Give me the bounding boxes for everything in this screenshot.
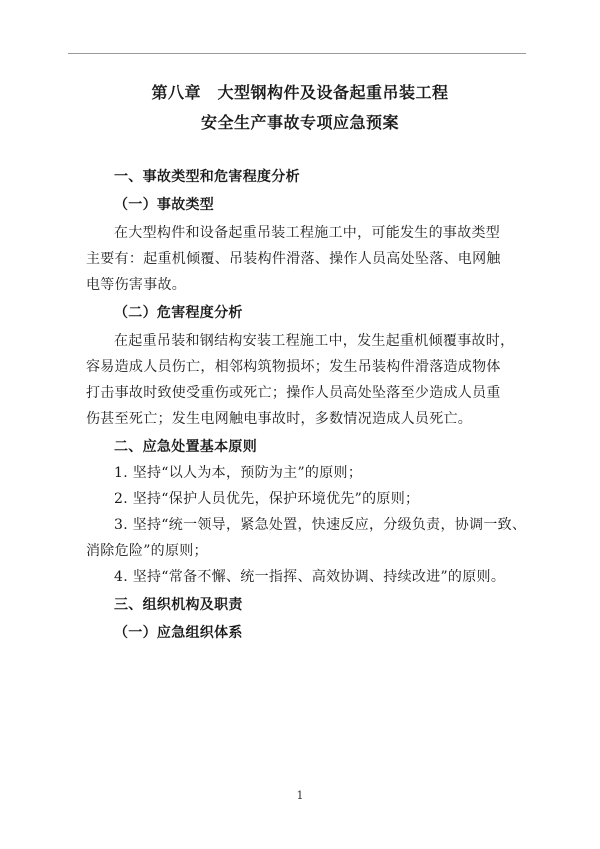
paragraph-line: 打击事故时致使受重伤或死亡；操作人员高处坠落至少造成人员重 [86,385,501,401]
section-heading-3: 三、组织机构及职责 [114,597,243,613]
list-item-continued: 消除危险”的原则； [86,543,208,559]
section-heading-2: 二、应急处置基本原则 [114,439,257,455]
paragraph-line: 电等伤害事故。 [86,277,187,293]
subsection-heading-3-1: （一）应急组织体系 [114,625,243,641]
paragraph-line: 在起重吊装和钢结构安装工程施工中，发生起重机倾覆事故时， [114,333,515,349]
chapter-title: 第八章 大型钢构件及设备起重吊装工程 [151,83,449,102]
paragraph-line: 伤甚至死亡；发生电网触电事故时，多数情况造成人员死亡。 [86,411,473,427]
subsection-heading-1-2: （二）危害程度分析 [114,305,243,321]
section-heading-1: 一、事故类型和危害程度分析 [114,169,300,185]
header-rule [68,53,526,54]
list-item: 1. 坚持“以人为本，预防为主”的原则； [114,465,363,481]
subsection-heading-1-1: （一）事故类型 [114,197,215,213]
list-item: 2. 坚持“保护人员优先，保护环境优先”的原则； [114,491,420,507]
paragraph-line: 主要有：起重机倾覆、吊装构件滑落、操作人员高处坠落、电网触 [86,251,501,267]
list-item: 3. 坚持“统一领导，紧急处置，快速反应，分级负责，协调一致、 [114,517,527,533]
list-item: 4. 坚持“常备不懈、统一指挥、高效协调、持续改进”的原则。 [114,569,506,585]
chapter-subtitle: 安全生产事故专项应急预案 [200,113,399,132]
paragraph-line: 容易造成人员伤亡，相邻构筑物损坏；发生吊装构件滑落造成物体 [86,359,501,375]
page-number: 1 [296,789,304,802]
paragraph-line: 在大型构件和设备起重吊装工程施工中，可能发生的事故类型 [114,225,501,241]
